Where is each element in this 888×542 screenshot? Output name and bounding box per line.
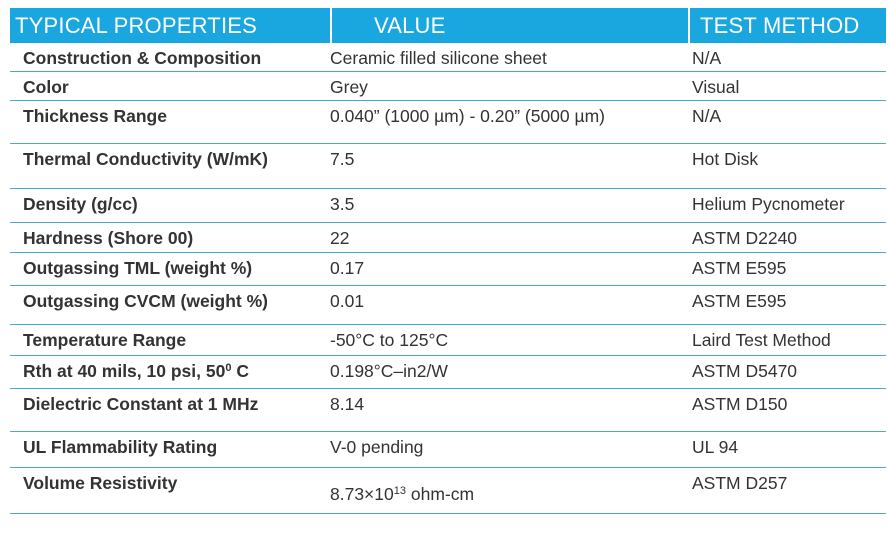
method-cell: N/A: [692, 48, 722, 68]
rth-label: Rth at 40 mils, 10 psi,: [23, 361, 206, 381]
method-cell: ASTM D150: [692, 394, 788, 414]
table-row: [10, 144, 886, 189]
method-cell: UL 94: [692, 437, 739, 457]
value-cell: 0.01: [330, 291, 365, 311]
property-cell: Construction & Composition: [23, 48, 262, 68]
property-cell: Volume Resistivity: [23, 473, 178, 493]
rth-temp: 50: [205, 361, 226, 381]
property-cell: Thickness Range: [23, 106, 167, 126]
method-cell: ASTM D5470: [692, 361, 798, 381]
resistivity-exponent: 13: [393, 485, 406, 497]
property-cell: Temperature Range: [23, 330, 187, 350]
value-cell: 0.17: [330, 258, 365, 278]
resistivity-unit: ohm-cm: [406, 484, 475, 504]
table-row: [10, 72, 886, 101]
table-row: [10, 325, 886, 356]
value-cell: Grey: [330, 77, 368, 97]
value-cell: 7.5: [330, 149, 355, 169]
property-cell: Dielectric Constant at 1 MHz: [23, 394, 259, 414]
property-cell: Outgassing CVCM (weight %): [23, 291, 268, 311]
method-cell: ASTM E595: [692, 291, 787, 311]
method-cell: Helium Pycnometer: [692, 194, 845, 214]
value-cell: V-0 pending: [330, 437, 424, 457]
table-header: [10, 8, 886, 43]
table-row: [10, 223, 886, 253]
method-cell: ASTM D2240: [692, 228, 798, 248]
table-row: [10, 189, 886, 223]
property-cell: Thermal Conductivity (W/mK): [23, 149, 269, 169]
property-cell: Density (g/cc): [23, 194, 138, 214]
value-cell: [330, 468, 692, 513]
table-row: [10, 432, 886, 468]
table-row: [10, 253, 886, 286]
value-cell: 8.14: [330, 394, 365, 414]
method-cell: ASTM E595: [692, 258, 787, 278]
value-cell: 22: [330, 228, 350, 248]
table-row: [10, 286, 886, 325]
method-cell: Laird Test Method: [692, 330, 831, 350]
method-cell: N/A: [692, 106, 722, 126]
value-cell: 0.040” (1000 µm) - 0.20” (5000 µm): [330, 106, 606, 126]
table-row: [10, 43, 886, 72]
rth-superscript: 0: [225, 362, 232, 374]
property-cell: UL Flammability Rating: [23, 437, 218, 457]
resistivity-base: 8.73×10: [330, 484, 394, 504]
property-cell: [10, 356, 330, 388]
value-cell: 3.5: [330, 194, 355, 214]
value-cell: Ceramic filled silicone sheet: [330, 48, 547, 68]
properties-table: [10, 8, 886, 514]
table-row: [10, 356, 886, 389]
header-value: VALUE: [330, 8, 688, 43]
table-row: [10, 101, 886, 144]
header-test-method: TEST METHOD: [688, 8, 886, 43]
header-typical-properties: TYPICAL PROPERTIES: [15, 13, 258, 38]
property-cell: Hardness (Shore 00): [23, 228, 194, 248]
value-cell: 0.198°C–in2/W: [330, 361, 448, 381]
rth-unit: C: [231, 361, 249, 381]
property-cell: Outgassing TML (weight %): [23, 258, 253, 278]
property-cell: Color: [23, 77, 69, 97]
method-cell: Hot Disk: [692, 149, 759, 169]
table-row: [10, 468, 886, 514]
method-cell: Visual: [692, 77, 740, 97]
table-row: [10, 389, 886, 432]
method-cell: ASTM D257: [692, 473, 788, 493]
value-cell: -50°C to 125°C: [330, 330, 449, 350]
